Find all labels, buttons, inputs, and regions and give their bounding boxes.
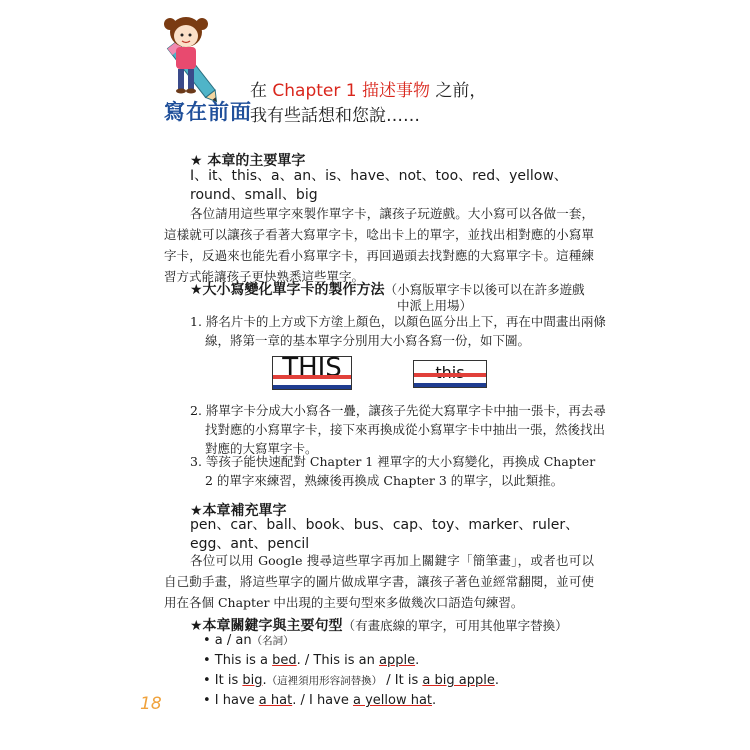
- pattern-item: [203, 671, 499, 691]
- pattern-note: （這裡須用形容詞替換）: [266, 675, 383, 687]
- intro-suffix: 之前，: [430, 81, 487, 101]
- sentence-pattern-list: [203, 631, 499, 711]
- replaceable-word: apple: [378, 653, 416, 668]
- page-number: 18: [140, 694, 162, 714]
- pattern-text: • It is: [203, 673, 243, 688]
- extra-word-list: pen、car、ball、book、bus、cap、toy、marker、ruler、egg、ant、pencil: [190, 517, 580, 552]
- key-patterns-note: （有畫底線的單字，可用其他單字替換）: [342, 618, 568, 633]
- pattern-text: . / This is an: [296, 653, 379, 668]
- card-method-note: （小寫版單字卡以後可以在許多遊戲: [384, 282, 585, 297]
- card-color-bands: [414, 373, 486, 387]
- replaceable-word: big: [242, 673, 263, 688]
- card-method-note-cont: 中派上用場）: [397, 298, 473, 313]
- card-color-bands: [273, 375, 351, 389]
- method-step-1: 1. 將名片卡的上方或下方塗上顏色，以顏色區分出上下，再在中間畫出兩條線，將第一章的基本單字分別用大小寫各寫一份，如下圖。: [190, 314, 606, 348]
- pattern-text: . / I have: [292, 693, 353, 708]
- page-header-title: 寫在前面: [164, 100, 252, 124]
- pattern-item: [203, 631, 499, 651]
- replaceable-word: bed: [272, 653, 297, 668]
- pattern-note: （名詞）: [251, 635, 294, 647]
- chapter-highlight: Chapter 1 描述事物: [272, 81, 430, 101]
- girl-with-pencil-illustration: [160, 14, 232, 106]
- key-patterns-heading: ★本章關鍵字與主要句型: [190, 618, 343, 634]
- method-step-3: 3. 等孩子能快速配對 Chapter 1 裡單字的大小寫變化，再換成 Chapter 2 的單字來練習，熟練後再換成 Chapter 3 的單字，以此類推。: [190, 454, 596, 488]
- replaceable-word: a hat: [258, 693, 293, 708]
- section-heading-main-words: ★ 本章的主要單字: [190, 153, 306, 169]
- uppercase-word-card: [272, 353, 352, 390]
- extra-words-paragraph: 各位可以用 Google 搜尋這些單字再加上關鍵字「簡筆畫」，或者也可以自己動手畫，將這些單字的圖片做成單字書，讓孩子著色並經常翻閱，並可使用在各個 Chapter 中出現的主要句型來多做幾次口語造句練習。: [164, 553, 594, 610]
- pattern-text: / It is: [382, 673, 423, 688]
- main-words-paragraph: 各位請用這些單字來製作單字卡，讓孩子玩遊戲。大小寫可以各做一套，這樣就可以讓孩子看著大寫單字卡，唸出卡上的單字，並找出相對應的小寫單字卡，反過來也能先看小寫單字卡，再回過頭去找對應的大寫單字卡。這種練習方式能讓孩子更快熟悉這些單字。: [164, 206, 594, 284]
- pattern-text: • I have: [203, 693, 259, 708]
- uppercase-card-word: THIS: [282, 353, 342, 383]
- header-intro-line1: [250, 76, 486, 101]
- section-heading-card-method: [190, 279, 585, 299]
- pattern-text: • This is a: [203, 653, 273, 668]
- pattern-text: • a / an: [203, 633, 252, 648]
- section-heading-extra-words: ★本章補充單字: [190, 503, 287, 519]
- lowercase-card-word: this: [435, 363, 465, 382]
- pattern-text: .: [262, 673, 267, 688]
- method-step-2: 2. 將單字卡分成大小寫各一疊，讓孩子先從大寫單字卡中抽一張卡，再去尋找對應的小寫單字卡，接下來再換成從小寫單字卡中抽出一張，然後找出對應的大寫單字卡。: [190, 403, 606, 456]
- pattern-text: .: [432, 693, 437, 708]
- card-method-heading: ★大小寫變化單字卡的製作方法: [190, 282, 385, 298]
- intro-prefix: 在: [250, 81, 273, 101]
- pattern-text: .: [494, 673, 499, 688]
- lowercase-word-card: [413, 360, 487, 388]
- pattern-text: .: [415, 653, 420, 668]
- pattern-item: [203, 691, 499, 711]
- replaceable-word: a big apple: [422, 673, 495, 688]
- main-word-list: I、it、this、a、an、is、have、not、too、red、yellow、round、small、big: [190, 168, 568, 203]
- pattern-item: [203, 651, 499, 671]
- header-intro-line2: 我有些話想和您說……: [250, 106, 420, 126]
- replaceable-word: a yellow hat: [352, 693, 433, 708]
